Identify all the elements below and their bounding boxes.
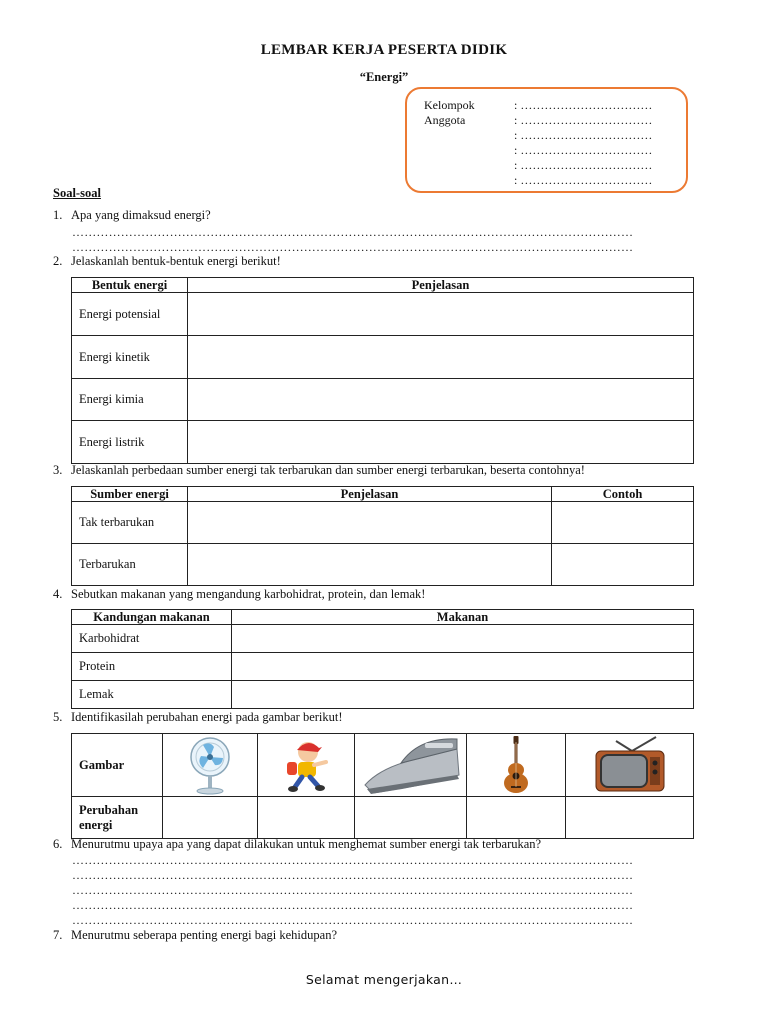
image-cell (467, 734, 566, 797)
answer-cell[interactable] (552, 502, 694, 544)
answer-line[interactable]: ………………………………………………………………………………………………………………………… (72, 898, 634, 912)
table-row (72, 797, 694, 839)
page-title: LEMBAR KERJA PESERTA DIDIK (260, 42, 508, 58)
kelompok-label: Kelompok (424, 98, 475, 112)
row-label: Karbohidrat (72, 625, 232, 653)
question-4 (53, 587, 425, 602)
answer-cell[interactable] (258, 797, 355, 839)
row-label: Energi listrik (72, 421, 188, 464)
question-text: Menurutmu upaya apa yang dapat dilakukan untuk menghemat sumber energi tak terbarukan? (71, 837, 542, 851)
question-text: Jelaskanlah bentuk-bentuk energi berikut! (71, 254, 281, 268)
question-6 (53, 837, 541, 852)
table-row (72, 544, 694, 586)
answer-cell[interactable] (188, 379, 694, 421)
answer-cell[interactable] (188, 544, 552, 586)
answer-line[interactable]: ………………………………………………………………………………………………………………………… (72, 913, 634, 927)
television-icon (592, 735, 668, 795)
energy-forms-table (71, 277, 694, 464)
running-boy-icon (278, 735, 334, 795)
row-label: Perubahan energi (72, 797, 163, 839)
anggota-label: Anggota (424, 113, 466, 127)
question-number: 5. (53, 710, 63, 724)
table-header: Sumber energi (72, 487, 188, 502)
answer-cell[interactable] (188, 336, 694, 379)
question-text: Identifikasilah perubahan energi pada gambar berikut! (71, 710, 343, 724)
row-label: Protein (72, 653, 232, 681)
table-row (72, 336, 694, 379)
table-row (72, 421, 694, 464)
food-content-table (71, 609, 694, 709)
answer-cell[interactable] (467, 797, 566, 839)
image-cell (163, 734, 258, 797)
image-cell (355, 734, 467, 797)
answer-cell[interactable] (566, 797, 694, 839)
answer-cell[interactable] (232, 625, 694, 653)
question-1 (53, 208, 211, 223)
table-row (72, 502, 694, 544)
answer-cell[interactable] (552, 544, 694, 586)
question-text: Jelaskanlah perbedaan sumber energi tak terbarukan dan sumber energi terbarukan, beserta contohnya! (71, 463, 585, 477)
table-header: Contoh (552, 487, 694, 502)
table-header: Makanan (232, 610, 694, 625)
row-label: Gambar (72, 734, 163, 797)
row-label: Energi kinetik (72, 336, 188, 379)
group-info-box (405, 87, 688, 193)
row-label: Energi kimia (72, 379, 188, 421)
answer-cell[interactable] (188, 293, 694, 336)
table-row (72, 653, 694, 681)
answer-cell[interactable] (232, 681, 694, 709)
question-number: 1. (53, 208, 63, 222)
answer-line[interactable]: ………………………………………………………………………………………………………………………… (72, 240, 634, 254)
fan-icon (183, 735, 237, 795)
answer-cell[interactable] (232, 653, 694, 681)
image-cell (258, 734, 355, 797)
anggota-field-3[interactable]: : …………………………… (514, 143, 653, 157)
table-row (72, 681, 694, 709)
table-header: Penjelasan (188, 278, 694, 293)
anggota-field-4[interactable]: : …………………………… (514, 158, 653, 172)
table-row (72, 734, 694, 797)
questions-heading: Soal-soal (53, 186, 101, 200)
question-number: 3. (53, 463, 63, 477)
answer-cell[interactable] (163, 797, 258, 839)
anggota-field-1[interactable]: : …………………………… (514, 113, 653, 127)
table-row (72, 293, 694, 336)
anggota-row (424, 113, 653, 128)
footer-message: Selamat mengerjakan… (305, 972, 463, 987)
kelompok-row (424, 98, 653, 113)
table-row (72, 625, 694, 653)
table-header: Kandungan makanan (72, 610, 232, 625)
question-number: 4. (53, 587, 63, 601)
answer-cell[interactable] (355, 797, 467, 839)
answer-line[interactable]: ………………………………………………………………………………………………………………………… (72, 225, 634, 239)
answer-line[interactable]: ………………………………………………………………………………………………………………………… (72, 853, 634, 867)
page-subtitle: “Energi” (359, 70, 409, 84)
question-3 (53, 463, 585, 478)
question-2 (53, 254, 281, 269)
answer-cell[interactable] (188, 502, 552, 544)
table-header: Bentuk energi (72, 278, 188, 293)
table-row (72, 379, 694, 421)
answer-line[interactable]: ………………………………………………………………………………………………………………………… (72, 868, 634, 882)
kelompok-field[interactable]: : …………………………… (514, 98, 653, 112)
answer-line[interactable]: ………………………………………………………………………………………………………………………… (72, 883, 634, 897)
anggota-field-2[interactable]: : …………………………… (514, 128, 653, 142)
energy-change-table (71, 733, 694, 839)
iron-icon (359, 735, 463, 795)
image-cell (566, 734, 694, 797)
table-header: Penjelasan (188, 487, 552, 502)
guitar-icon (496, 734, 536, 796)
anggota-field-5[interactable]: : …………………………… (514, 173, 653, 187)
question-number: 7. (53, 928, 63, 942)
row-label: Lemak (72, 681, 232, 709)
row-label: Terbarukan (72, 544, 188, 586)
question-number: 2. (53, 254, 63, 268)
question-number: 6. (53, 837, 63, 851)
question-text: Apa yang dimaksud energi? (71, 208, 211, 222)
question-5 (53, 710, 343, 725)
energy-sources-table (71, 486, 694, 586)
question-text: Menurutmu seberapa penting energi bagi kehidupan? (71, 928, 338, 942)
row-label: Tak terbarukan (72, 502, 188, 544)
row-label: Energi potensial (72, 293, 188, 336)
answer-cell[interactable] (188, 421, 694, 464)
question-text: Sebutkan makanan yang mengandung karbohidrat, protein, dan lemak! (71, 587, 426, 601)
question-7 (53, 928, 337, 943)
